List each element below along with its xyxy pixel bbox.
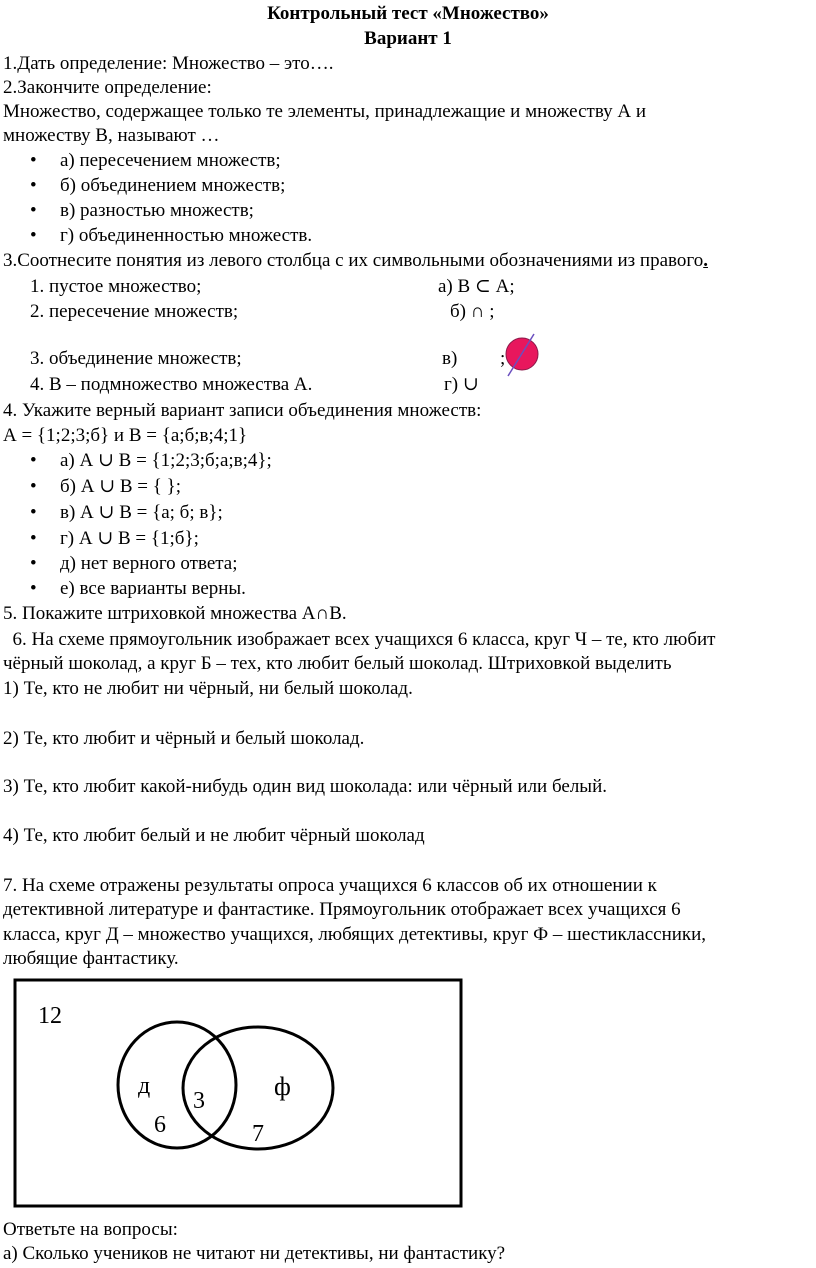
list-item: • а) пересечением множеств; xyxy=(30,150,281,171)
question-4-head: 4. Укажите верный вариант записи объединения множеств: xyxy=(3,400,482,421)
pink-circle-icon xyxy=(498,332,544,378)
question-2-text: Множество, содержащее только те элементы, принадлежащие и множеству А и xyxy=(3,101,647,122)
list-item: • в) разностью множеств; xyxy=(30,200,254,221)
venn-diagram xyxy=(10,975,466,1213)
list-item: • г) А ∪ В = {1;б}; xyxy=(30,528,199,549)
match-right-item: г) ∪ xyxy=(444,374,479,395)
answers-question-a: а) Сколько учеников не читают ни детективы, ни фантастику? xyxy=(3,1243,506,1264)
question-7-text: класса, круг Д – множество учащихся, любящих детективы, круг Ф – шестиклассники, xyxy=(3,924,707,945)
question-6-text: 6. На схеме прямоугольник изображает всех учащихся 6 класса, круг Ч – те, кто любит xyxy=(3,629,716,650)
venn-outside-count: 12 xyxy=(38,1003,62,1029)
question-2-text: множеству В, называют … xyxy=(3,125,220,146)
list-item: • а) А ∪ В = {1;2;3;б;а;в;4}; xyxy=(30,450,272,471)
venn-label-f: ф xyxy=(274,1072,291,1101)
page-title: Контрольный тест «Множество» xyxy=(267,3,549,24)
list-item: • б) объединением множеств; xyxy=(30,175,286,196)
question-7-text: любящие фантастику. xyxy=(3,948,179,969)
list-item: • е) все варианты верны. xyxy=(30,578,246,599)
match-right-tail: ; xyxy=(500,348,506,369)
list-item: • д) нет верного ответа; xyxy=(30,553,238,574)
list-item: • в) А ∪ В = {а; б; в}; xyxy=(30,502,223,523)
question-2-head: 2.Закончите определение: xyxy=(3,77,212,98)
question-6-item: 3) Те, кто любит какой-нибудь один вид шоколада: или чёрный или белый. xyxy=(3,776,607,797)
variant-title: Вариант 1 xyxy=(364,28,452,49)
match-left-item: 3. объединение множеств; xyxy=(30,348,242,369)
match-left-item: 2. пересечение множеств; xyxy=(30,301,239,322)
question-1: 1.Дать определение: Множество – это…. xyxy=(3,53,334,74)
match-right-item: в) xyxy=(442,348,458,369)
venn-only-d-count: 6 xyxy=(154,1112,166,1138)
list-item: • б) А ∪ В = { }; xyxy=(30,476,182,497)
question-3-head: 3.Соотнесите понятия из левого столбца с их символьными обозначениями из правого. xyxy=(3,250,708,271)
venn-rectangle xyxy=(15,980,461,1206)
venn-label-d: д xyxy=(138,1073,151,1099)
match-right-item: а) В ⊂ А; xyxy=(438,276,515,297)
match-left-item: 1. пустое множество; xyxy=(30,276,202,297)
question-7-text: детективной литературе и фантастике. Прямоугольник отображает всех учащихся 6 xyxy=(3,899,681,920)
question-4-sets: А = {1;2;3;б} и В = {а;б;в;4;1} xyxy=(3,425,248,446)
venn-circle-d xyxy=(118,1022,236,1148)
question-5: 5. Покажите штриховкой множества А∩В. xyxy=(3,603,347,624)
venn-only-f-count: 7 xyxy=(252,1121,264,1147)
match-right-item: б) ∩ ; xyxy=(450,301,495,322)
venn-both-count: 3 xyxy=(193,1088,205,1114)
question-6-text: чёрный шоколад, а круг Б – тех, кто любит белый шоколад. Штриховкой выделить xyxy=(3,653,672,674)
question-6-item: 2) Те, кто любит и чёрный и белый шоколад. xyxy=(3,728,365,749)
question-6-item: 1) Те, кто не любит ни чёрный, ни белый шоколад. xyxy=(3,678,413,699)
question-7-text: 7. На схеме отражены результаты опроса учащихся 6 классов об их отношении к xyxy=(3,875,657,896)
answers-head: Ответьте на вопросы: xyxy=(3,1219,178,1240)
question-6-item: 4) Те, кто любит белый и не любит чёрный шоколад xyxy=(3,825,425,846)
list-item: • г) объединенностью множеств. xyxy=(30,225,313,246)
match-left-item: 4. В – подмножество множества А. xyxy=(30,374,313,395)
